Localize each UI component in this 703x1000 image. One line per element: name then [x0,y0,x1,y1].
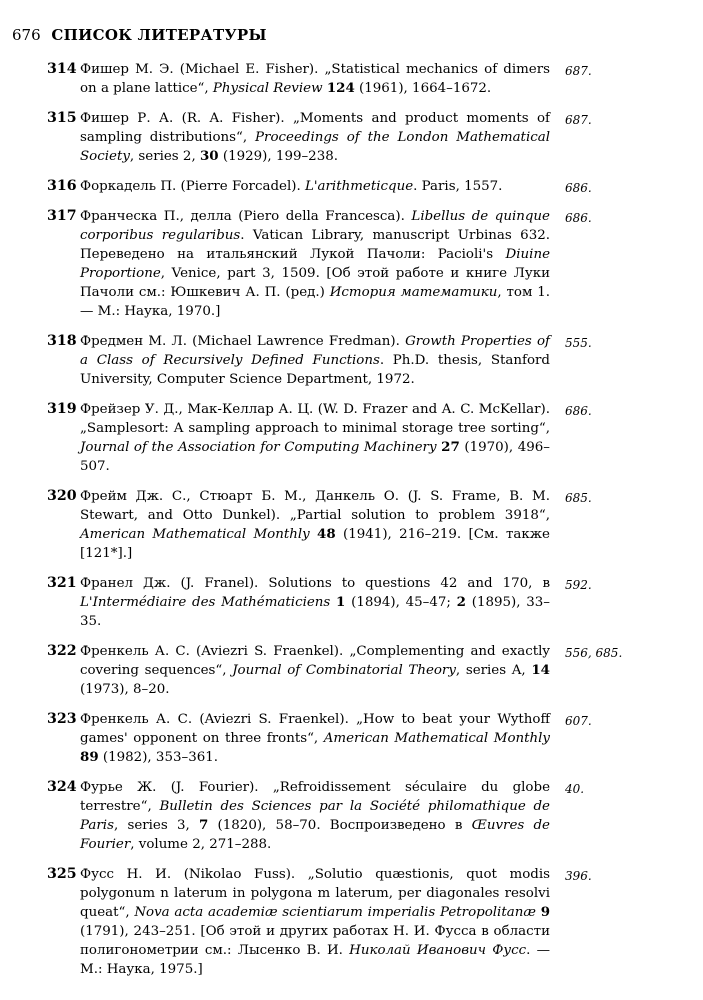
bibliography-list [0,60,703,990]
bibliography-entry [0,865,592,979]
citation-title: История математики [329,285,498,300]
cited-on-pages: 686. [565,404,592,418]
citation-text: (1970), 496–507. [80,440,550,474]
cited-on-pages: 685. [565,491,592,505]
page-number: 676 [12,26,41,44]
citation-text: Фрейм Дж. С., Стюарт Б. М., Данкель О. (J. S. Frame, B. M. Stewart, and Otto Dunkel). „Partial solution to problem 3918“, [80,489,550,523]
bibliography-entry [0,177,592,196]
citation-text: (1982), 353–361. [98,750,219,765]
citation-title: Proceedings of the London Mathematical Society [80,130,550,164]
citation-title: Nova acta academiæ scientiarum imperialis Petropolitanæ [134,905,536,920]
citation-volume: 1 [336,594,346,610]
entry-citation [80,644,550,697]
cited-on-pages: 40. [565,782,585,796]
entry-citation [80,179,502,194]
bibliography-entry [0,60,592,98]
citation-text: , том 1. — М.: Наука, 1970.] [80,285,551,319]
citation-volume: 30 [199,148,219,164]
citation-text: , series 2, [129,149,200,164]
citation-title: American Mathematical Monthly [80,527,310,542]
cited-on-pages: 687. [565,64,592,78]
citation-text: . Paris, 1557. [413,179,503,194]
citation-title: Diuine Proportione [80,247,550,281]
citation-text: (1894), 45–47; [345,595,457,610]
citation-title: Николай Иванович Фусс [349,943,527,958]
cited-on-pages: 396. [565,869,592,883]
citation-volume: 89 [80,749,99,765]
citation-text: . Ph.D. thesis, Stanford University, Computer Science Department, 1972. [80,353,550,387]
entry-citation [80,334,550,387]
bibliography-entry [0,710,592,767]
bibliography-entry [0,109,592,166]
citation-text: , Venice, part 3, 1509. [Об этой работе и книге Луки Пачоли см.: Юшкевич А. П. (ред.) [80,266,550,300]
entry-number: 319 [47,401,77,417]
bibliography-entry [0,642,623,699]
bibliography-entry [0,574,592,631]
citation-title: Journal of the Association for Computing Machinery [80,440,437,455]
citation-text: Фрейзер У. Д., Мак-Келлар А. Ц. (W. D. Frazer and A. C. McKellar). „Samplesort: A sampling approach to minimal storage tree sorting“, [80,402,550,436]
citation-volume: 2 [456,594,466,610]
citation-text: Фишер М. Э. (Michael E. Fisher). „Statistical mechanics of dimers on a plane lattice“, [80,62,550,96]
citation-text: . — М.: Наука, 1975.] [80,943,550,977]
citation-text: (1820), 58–70. Воспроизведено в [208,818,472,833]
citation-volume: 9 [540,904,551,920]
entry-number: 324 [47,779,77,795]
citation-text: , series 3, [113,818,199,833]
cited-on-pages: 592. [565,578,592,592]
citation-volume: 14 [531,662,550,678]
cited-on-pages: 555. [565,336,592,350]
citation-text: Фусс Н. И. (Nikolao Fuss). „Solutio quæstionis, quot modis polygonum n laterum in polygona m laterum, per diagonales resolvi queat“, [80,867,550,920]
citation-text: (1973), 8–20. [80,682,170,697]
entry-citation [80,489,550,561]
citation-text: . Vatican Library, manuscript Urbinas 632. Переведено на итальянский Лукой Пачоли: Pacioli's [80,228,550,262]
entry-number: 325 [47,866,77,882]
citation-title: Growth Properties of a Class of Recursively Defined Functions [80,334,550,368]
bibliography-entry [0,207,592,321]
bibliography-entry [0,487,592,563]
citation-volume: 27 [441,439,460,455]
citation-text: Франческа П., делла (Piero della Francesca). [80,209,412,224]
citation-text: (1929), 199–238. [218,149,338,164]
citation-title: Journal of Combinatorial Theory [232,663,456,678]
citation-text: , volume 2, 271–288. [130,837,272,852]
entry-number: 316 [47,178,77,194]
citation-volume: 48 [317,526,336,542]
cited-on-pages: 686. [565,181,592,195]
citation-title: Œuvres de Fourier [80,818,550,852]
citation-title: Bulletin des Sciences par la Société philomathique de Paris [80,799,550,833]
entry-number: 317 [47,208,77,224]
citation-text: Фурье Ж. (J. Fourier). „Refroidissement séculaire du globe terrestre“, [80,780,550,814]
citation-title: L'arithmeticque [304,179,414,194]
entry-citation [80,712,550,765]
entry-citation [80,402,550,474]
citation-title: American Mathematical Monthly [323,731,550,746]
entry-citation [80,867,550,977]
citation-text: Френкель А. С. (Aviezri S. Fraenkel). „How to beat your Wythoff games' opponent on three fronts“, [80,712,550,746]
entry-citation [80,576,550,629]
citation-text: Франел Дж. (J. Franel). Solutions to questions 42 and 170, в [80,576,550,591]
citation-text [310,527,317,542]
citation-text: Фредмен М. Л. (Michael Lawrence Fredman). [80,334,406,349]
bibliography-entry [0,778,585,854]
entry-number: 320 [47,488,77,504]
cited-on-pages: 687. [565,113,592,127]
citation-title: Libellus de quinque corporibus regularibus [80,209,550,243]
cited-on-pages: 556, 685. [565,646,623,660]
bibliography-entry [0,332,592,389]
page-title: СПИСОК ЛИТЕРАТУРЫ [51,26,267,44]
entry-number: 321 [47,575,77,591]
page-header [12,26,267,44]
entry-number: 322 [47,643,77,659]
citation-text: , series A, [455,663,532,678]
citation-title: L'Intermédiaire des Mathématiciens [80,595,331,610]
citation-text: (1961), 1664–1672. [354,81,492,96]
citation-text: (1941), 216–219. [См. также [121*].] [80,527,550,561]
citation-text: Френкель А. С. (Aviezri S. Fraenkel). „Complementing and exactly covering sequences“, [80,644,550,678]
citation-volume: 124 [326,80,355,96]
entry-number: 318 [47,333,77,349]
entry-citation [80,62,550,96]
entry-citation [80,111,550,164]
citation-text: (1895), 33–35. [80,595,550,629]
entry-number: 323 [47,711,77,727]
citation-text: Форкадель П. (Pierre Forcadel). [80,179,305,194]
citation-title: Physical Review [212,81,323,96]
cited-on-pages: 607. [565,714,592,728]
citation-text: (1791), 243–251. [Об этой и других работах Н. И. Фусса в области полигонометрии см.: Лысенко В. И. [80,924,550,958]
cited-on-pages: 686. [565,211,592,225]
citation-volume: 7 [198,817,209,833]
entry-citation [80,780,550,852]
entry-number: 315 [47,110,77,126]
entry-number: 314 [47,61,77,77]
bibliography-entry [0,400,592,476]
entry-citation [80,209,550,319]
citation-text: Фишер Р. А. (R. A. Fisher). „Moments and product moments of sampling distributions“, [80,111,550,145]
